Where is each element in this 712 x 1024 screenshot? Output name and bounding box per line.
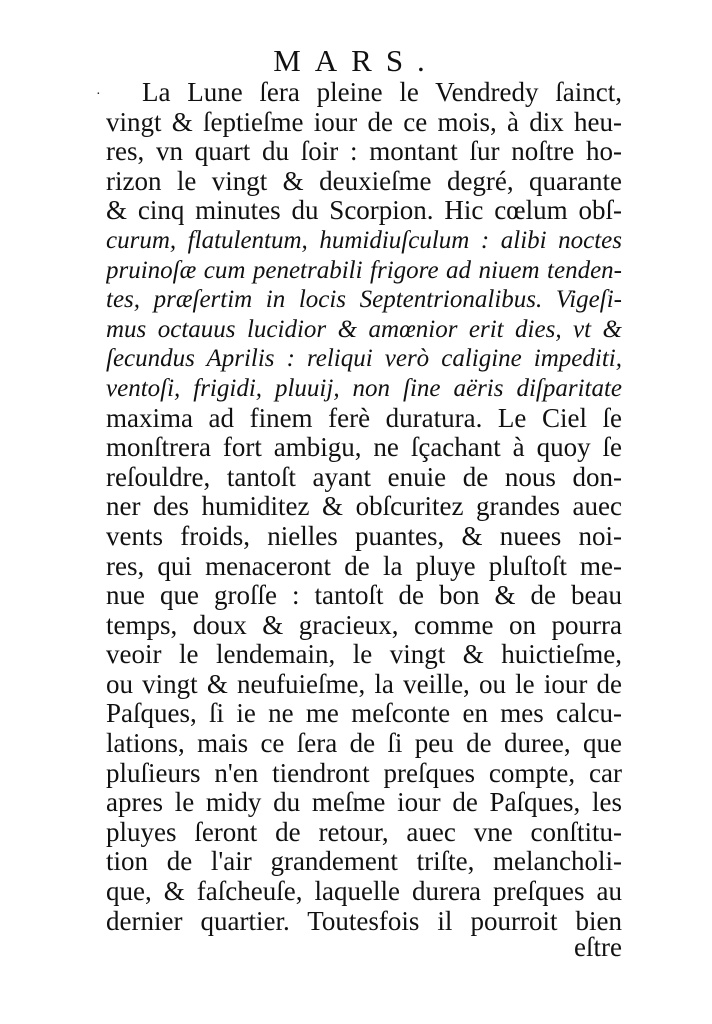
text-line: reſouldre, tantoſt ayant enuie de nous don- [106, 462, 622, 492]
text-line: rizon le vingt & deuxieſme degré, quarante [106, 166, 622, 196]
text-line: apres le midy du meſme iour de Paſques, les [106, 788, 622, 818]
text-line: veoir le lendemain, le vingt & huictieſme, [106, 640, 622, 670]
text-line: vingt & ſeptieſme iour de ce mois, à dix heu- [106, 107, 622, 137]
latin-text-line: ventoſi, frigidi, pluuij, non ſine aëris diſparitate [106, 374, 622, 402]
text-line: vents froids, nielles puantes, & nuees noi- [106, 521, 622, 551]
text-line: que, & faſcheuſe, laquelle durera preſques au [106, 877, 622, 907]
latin-text-line: tes, præſertim in locis Septentrionalibus. Vigeſi- [106, 286, 622, 314]
text-line: tion de l'air grandement triſte, melancholi- [106, 847, 622, 877]
latin-text-line: ſecundus Aprilis : reliqui verò caligine impediti, [106, 345, 622, 373]
text-line: & cinq minutes du Scorpion. Hic cœlum obſ- [106, 196, 622, 226]
text-line: monſtrera fort ambigu, ne ſçachant à quoy ſe [106, 433, 622, 463]
latin-text-line: pruinoſæ cum penetrabili frigore ad niuem tenden- [106, 256, 622, 284]
text-line: pluſieurs n'en tiendront preſques compte, car [106, 758, 622, 788]
body-text [106, 78, 622, 936]
text-line: ner des humiditez & obſcuritez grandes auec [106, 492, 622, 522]
latin-text-line: mus octauus lucidior & amœnior erit dies, vt & [106, 315, 622, 343]
text-line: nue que groſſe : tantoſt de bon & de beau [106, 581, 622, 611]
catchword: eſtre [574, 932, 622, 962]
text-line: dernier quartier. Toutesfois il pourroit bien [106, 906, 622, 936]
text-line: Paſques, ſi ie ne me meſconte en mes calcu- [106, 699, 622, 729]
running-title: MARS. [273, 43, 439, 78]
text-line: lations, mais ce ſera de ſi peu de duree, que [106, 729, 622, 759]
latin-text-line: curum, flatulentum, humidiuſculum : alibi noctes [106, 226, 622, 254]
ink-speck: · [96, 87, 101, 102]
text-line: pluyes ſeront de retour, auec vne conſtitu- [106, 817, 622, 847]
text-line: res, vn quart du ſoir : montant ſur noſtre ho- [106, 137, 622, 167]
text-line: res, qui menaceront de la pluye pluſtoſt me- [106, 551, 622, 581]
text-line: La Lune ſera pleine le Vendredy ſainct, [142, 78, 622, 107]
text-line: maxima ad finem ferè duratura. Le Ciel ſe [106, 403, 622, 433]
text-line: ou vingt & neufuieſme, la veille, ou le iour de [106, 669, 622, 699]
text-line: temps, doux & gracieux, comme on pourra [106, 610, 622, 640]
